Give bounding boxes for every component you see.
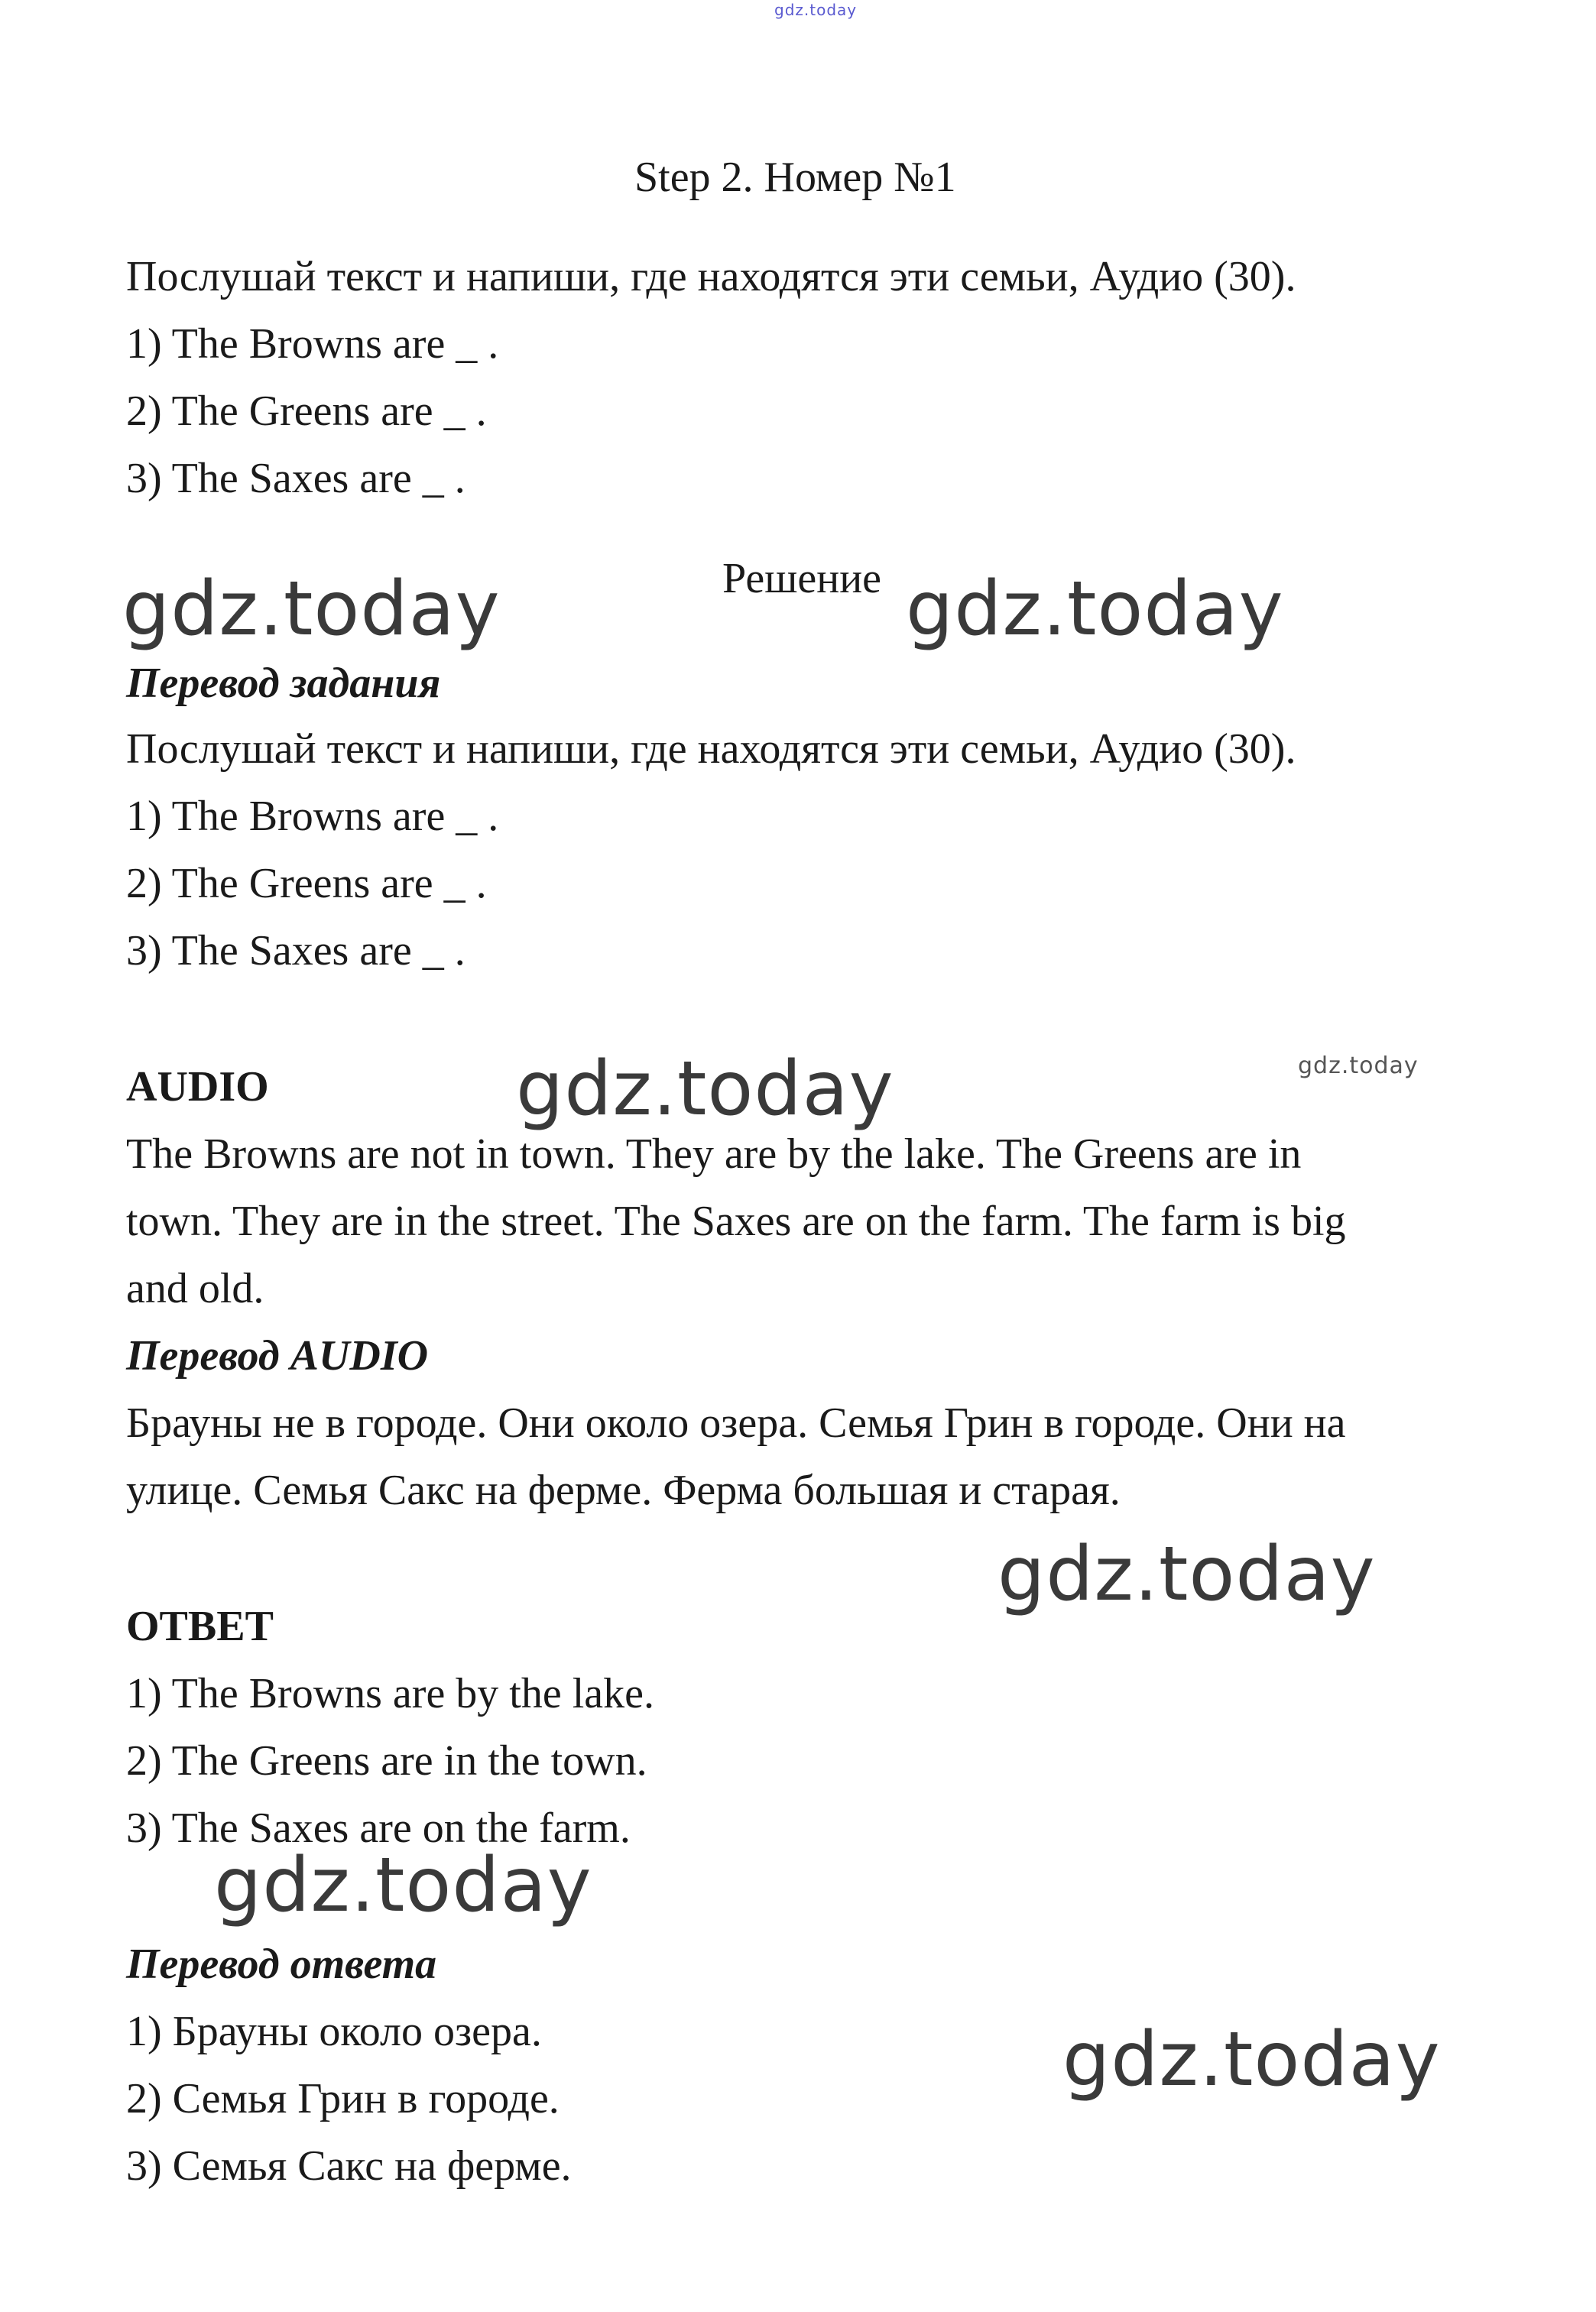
watermark: gdz.today (998, 1531, 1376, 1618)
watermark: gdz.today (214, 1842, 592, 1929)
task-instruction: Послушай текст и напиши, где находятся эти семьи, Аудио (30). (126, 253, 1296, 300)
translation-task-item: 1) The Browns are _ . (126, 793, 499, 840)
audio-line: and old. (126, 1265, 264, 1312)
audio-translation-heading: Перевод AUDIO (126, 1332, 429, 1380)
solution-label: Решение (722, 555, 882, 602)
watermark: gdz.today (906, 566, 1284, 653)
answer-translation-item: 1) Брауны около озера. (126, 2008, 542, 2055)
task-item: 1) The Browns are _ . (126, 320, 499, 368)
answer-item: 2) The Greens are in the town. (126, 1737, 647, 1785)
task-item: 2) The Greens are _ . (126, 387, 487, 435)
audio-line: town. They are in the street. The Saxes are on the farm. The farm is big (126, 1198, 1346, 1245)
page-title: Step 2. Номер №1 (634, 154, 956, 201)
audio-heading: AUDIO (126, 1063, 269, 1111)
task-item: 3) The Saxes are _ . (126, 455, 466, 502)
answer-translation-item: 2) Семья Грин в городе. (126, 2075, 560, 2122)
answer-translation-item: 3) Семья Сакс на ферме. (126, 2142, 572, 2190)
top-watermark: gdz.today (774, 1, 858, 19)
translation-task-instruction: Послушай текст и напиши, где находятся эти семьи, Аудио (30). (126, 725, 1296, 773)
watermark: gdz.today (516, 1046, 894, 1133)
translation-task-item: 2) The Greens are _ . (126, 860, 487, 907)
audio-line: The Browns are not in town. They are by the lake. The Greens are in (126, 1130, 1302, 1178)
answer-translation-heading: Перевод ответа (126, 1941, 437, 1988)
answer-heading: ОТВЕТ (126, 1603, 274, 1650)
translation-task-heading: Перевод задания (126, 660, 441, 707)
translation-task-item: 3) The Saxes are _ . (126, 927, 466, 974)
answer-item: 1) The Browns are by the lake. (126, 1670, 654, 1717)
watermark: gdz.today (122, 566, 501, 653)
audio-translation-line: улице. Семья Сакс на ферме. Ферма большая и старая. (126, 1467, 1121, 1514)
watermark: gdz.today (1062, 2016, 1441, 2103)
audio-translation-line: Брауны не в городе. Они около озера. Семья Грин в городе. Они на (126, 1399, 1346, 1447)
watermark: gdz.today (1298, 1052, 1419, 1079)
answer-item: 3) The Saxes are on the farm. (126, 1805, 631, 1852)
